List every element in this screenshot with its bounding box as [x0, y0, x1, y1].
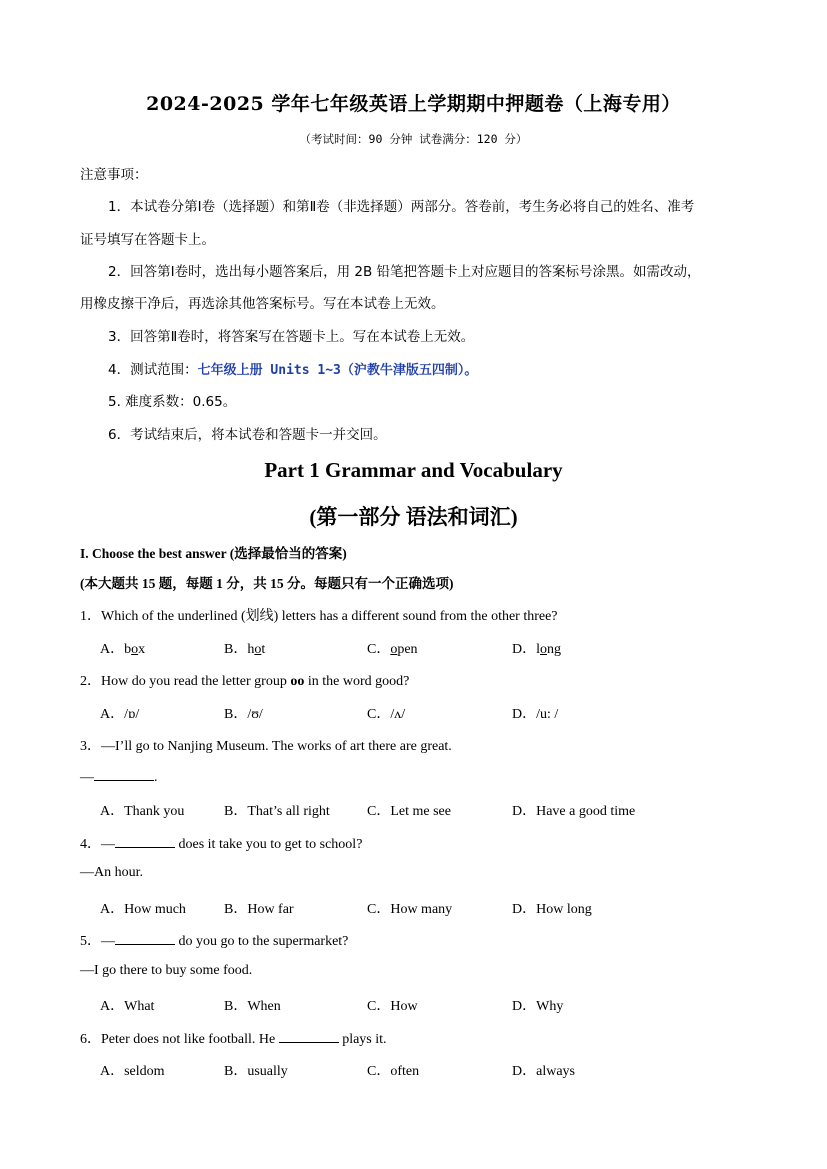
note-4	[108, 358, 477, 378]
note-4-scope: 七年级上册 Units 1~3（沪教牛津版五四制）。	[197, 363, 478, 378]
q4-option-d[interactable]: D．How long	[512, 902, 592, 917]
answer-blank[interactable]	[115, 932, 175, 945]
q1-stem: 1．Which of the underlined (划线) letters has a different sound from the other three?	[80, 609, 558, 624]
note-2-line-2: 用橡皮擦干净后，再选涂其他答案标号。写在本试卷上无效。	[80, 296, 445, 312]
q3-option-a[interactable]: A．Thank you	[100, 804, 185, 819]
note-1-line-2: 证号填写在答题卡上。	[80, 232, 215, 248]
q3-stem: 3．—I’ll go to Nanjing Museum. The works of art there are great.	[80, 739, 452, 754]
answer-blank[interactable]	[115, 835, 175, 848]
q5-option-c[interactable]: C．How	[367, 999, 418, 1014]
answer-blank[interactable]	[94, 768, 154, 781]
q3-reply: — .	[80, 770, 158, 785]
part-title: Part 1 Grammar and Vocabulary	[264, 458, 563, 482]
note-3: 3．回答第Ⅱ卷时，将答案写在答题卡上。写在本试卷上无效。	[108, 329, 475, 345]
q2-option-c[interactable]: C．/ʌ/	[367, 707, 406, 722]
q2-option-d[interactable]: D．/u: /	[512, 707, 559, 722]
note-1-line-1: 1．本试卷分第Ⅰ卷（选择题）和第Ⅱ卷（非选择题）两部分。答卷前，考生务必将自己的姓名、准考	[108, 199, 695, 215]
q2-option-a[interactable]: A．/ɒ/	[100, 707, 140, 722]
q3-option-c[interactable]: C．Let me see	[367, 804, 451, 819]
note-5: 5. 难度系数：0.65。	[108, 394, 237, 410]
section-instruction: (本大题共 15 题，每题 1 分，共 15 分。每题只有一个正确选项)	[80, 576, 454, 591]
section-heading: I. Choose the best answer (选择最恰当的答案)	[80, 546, 347, 561]
q6-option-b[interactable]: B．usually	[224, 1064, 288, 1079]
exam-subtitle: （考试时间：90 分钟 试卷满分：120 分）	[299, 132, 528, 146]
q6-option-d[interactable]: D．always	[512, 1064, 575, 1079]
q5-reply: —I go there to buy some food.	[80, 963, 253, 978]
q6-option-c[interactable]: C．often	[367, 1064, 420, 1079]
q5-option-d[interactable]: D．Why	[512, 999, 564, 1014]
answer-blank[interactable]	[279, 1030, 339, 1043]
q1-option-d[interactable]: D．long	[512, 642, 561, 657]
q4-option-a[interactable]: A．How much	[100, 902, 186, 917]
q4-option-b[interactable]: B．How far	[224, 902, 294, 917]
note-4-prefix: 4．测试范围：	[108, 362, 198, 378]
q5-option-a[interactable]: A．What	[100, 999, 155, 1014]
part-subtitle: (第一部分 语法和词汇)	[309, 505, 518, 529]
q3-option-d[interactable]: D．Have a good time	[512, 804, 636, 819]
q1-option-c[interactable]: C．open	[367, 642, 418, 657]
q5-option-b[interactable]: B．When	[224, 999, 281, 1014]
q2-option-b[interactable]: B．/ʊ/	[224, 707, 263, 722]
q3-option-b[interactable]: B．That’s all right	[224, 804, 330, 819]
notes-heading: 注意事项：	[80, 167, 148, 183]
note-6: 6．考试结束后，将本试卷和答题卡一并交回。	[108, 427, 387, 443]
q4-reply: —An hour.	[80, 865, 143, 880]
q4-option-c[interactable]: C．How many	[367, 902, 453, 917]
q6-stem: 6．Peter does not like football. He plays it.	[80, 1032, 387, 1047]
q1-option-b[interactable]: B．hot	[224, 642, 266, 657]
q5-stem: 5．— do you go to the supermarket?	[80, 934, 349, 949]
q6-option-a[interactable]: A．seldom	[100, 1064, 165, 1079]
q1-option-a[interactable]: A．box	[100, 642, 146, 657]
q4-stem: 4．— does it take you to get to school?	[80, 837, 363, 852]
exam-title: 2024-2025 学年七年级英语上学期期中押题卷（上海专用）	[146, 93, 681, 115]
q2-stem: 2．How do you read the letter group oo in the word good?	[80, 674, 410, 689]
note-2-line-1: 2．回答第Ⅰ卷时，选出每小题答案后，用 2B 铅笔把答题卡上对应题目的答案标号涂黑。如需改动，	[108, 264, 701, 280]
